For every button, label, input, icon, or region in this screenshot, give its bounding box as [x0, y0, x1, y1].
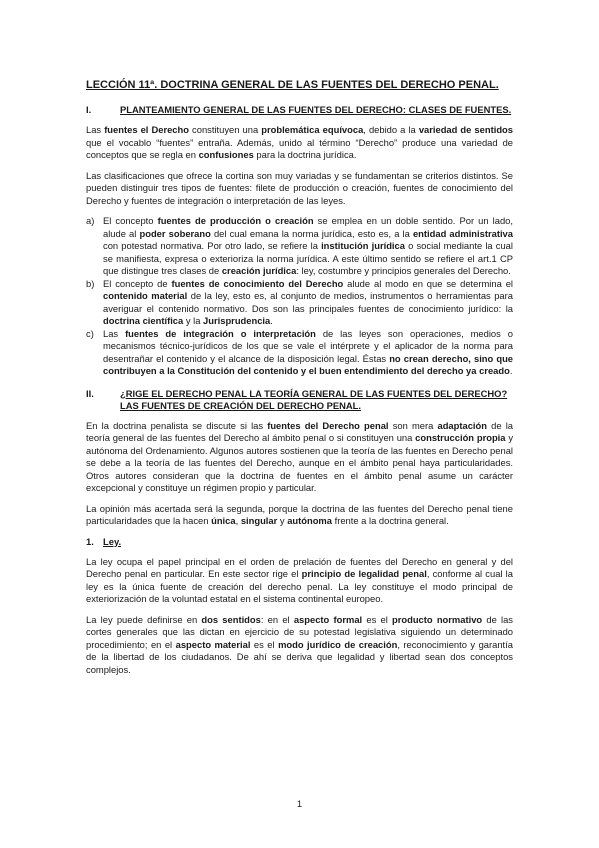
subsection-1-heading: [86, 536, 513, 548]
sources-list: [86, 215, 513, 378]
list-marker: b): [86, 277, 95, 289]
list-item-body: El concepto fuentes de producción o creación se emplea en un doble sentido. Por un lado, alude al poder soberano del cual emana la norma jurídica, esto es, a la entidad administrativa con potestad normativa. Por otro lado, se refiere la institución jurídica o social mediante la cual se manifiesta, expresa o exterioriza la norma jurídica. A este último sentido se refiere el art.1 CP que distingue tres clases de creación jurídica: ley, costumbre y principios generales del Derecho.: [103, 215, 513, 276]
subsection-1-number: 1.: [86, 535, 94, 547]
section-2-paragraph-1: En la doctrina penalista se discute si las fuentes del Derecho penal son mera adaptación de la teoría general de las fuentes del Derecho al ámbito penal o si constituyen una construcción propia y autónoma del Ordenamiento. Algunos autores sostienen que la teoría de las fuentes en Derecho penal se debe a la teoría de las fuentes del Derecho, aunque en el ámbito penal haya particularidades. Otros autores consideran que la doctrina de fuentes en el ámbito penal asume un carácter excepcional y constituye un régimen propio y particular.: [86, 419, 514, 493]
section-1-heading: [86, 104, 513, 116]
section-1-title: PLANTEAMIENTO GENERAL DE LAS FUENTES DEL DERECHO: CLASES DE FUENTES.: [120, 104, 512, 115]
list-item-a: [86, 215, 513, 278]
section-2-heading: [86, 388, 513, 412]
section-1-paragraph-1: Las fuentes el Derecho constituyen una problemática equívoca, debido a la variedad de sentidos que el vocablo “fuentes” entraña. Además, unido al término “Derecho” produce una variedad de conceptos que se regla en confusiones para la doctrina jurídica.: [86, 124, 513, 160]
lesson-title: LECCIÓN 11ª. DOCTRINA GENERAL DE LAS FUENTES DEL DERECHO PENAL.: [86, 79, 499, 91]
subsection-1-title: Ley.: [103, 535, 122, 547]
list-item-c: [86, 328, 513, 378]
list-item-b: [86, 278, 513, 328]
list-marker: a): [86, 215, 95, 226]
page-number: 1: [296, 798, 303, 809]
section-2-paragraph-3: La ley ocupa el papel principal en el orden de prelación de fuentes del Derecho en general y del Derecho penal en particular. En este sector rige el principio de legalidad penal, conforme al cual la ley es la única fuente de creación del derecho penal. La ley constituye el modo principal de exteriorización de la voluntad estatal en el sistema continental europeo.: [86, 555, 513, 604]
section-1-number: I.: [86, 104, 92, 115]
section-1-paragraph-2: Las clasificaciones que ofrece la cortina son muy variadas y se fundamentan se criterios distintos. Se pueden distinguir tres tipos de fuentes: filete de producción o creación, fuentes de conocimiento del Derecho y fuentes de integración o interpretación de las leyes.: [86, 169, 513, 206]
section-2-title: ¿RIGE EL DERECHO PENAL LA TEORÍA GENERAL DE LAS FUENTES DEL DERECHO? LAS FUENTES DE CREACIÓN DEL DERECHO PENAL.: [120, 387, 508, 411]
section-2-number: II.: [86, 387, 94, 399]
list-item-body: El concepto de fuentes de conocimiento del Derecho alude al modo en que se determina el contenido material de la ley, esto es, al conjunto de medios, instrumentos o herramientas para averiguar el contenido normativo. Dos son las principales fuentes de conocimiento jurídico: la doctrina científica y la Jurisprudencia.: [103, 277, 513, 326]
section-2-paragraph-4: La ley puede definirse en dos sentidos: en el aspecto formal es el producto normativo de las cortes generales que las dictan en ejercicio de su potestad legislativa siguiendo un determinado procedimiento; en el aspecto material es el modo jurídico de creación, reconocimiento y garantía de la libertad de los ciudadanos. De ahí se deriva que legalidad y libertad sean dos conceptos complejos.: [86, 613, 513, 675]
list-marker: c): [86, 327, 94, 339]
list-item-body: Las fuentes de integración o interpretación de las leyes son operaciones, medios o mecanismos técnico-jurídicos de los que se vale el intérprete y el aplicador de la norma para desentrañar el contenido y el alcance de la disposición legal. Éstas no crean derecho, sino que contribuyen a la Constitución del contenido y el buen entendimiento del derecho ya creado.: [103, 327, 514, 376]
section-2-paragraph-2: La opinión más acertada será la segunda, porque la doctrina de las fuentes del Derecho penal tiene particularidades que la hacen única, singular y autónoma frente a la doctrina general.: [86, 502, 513, 526]
